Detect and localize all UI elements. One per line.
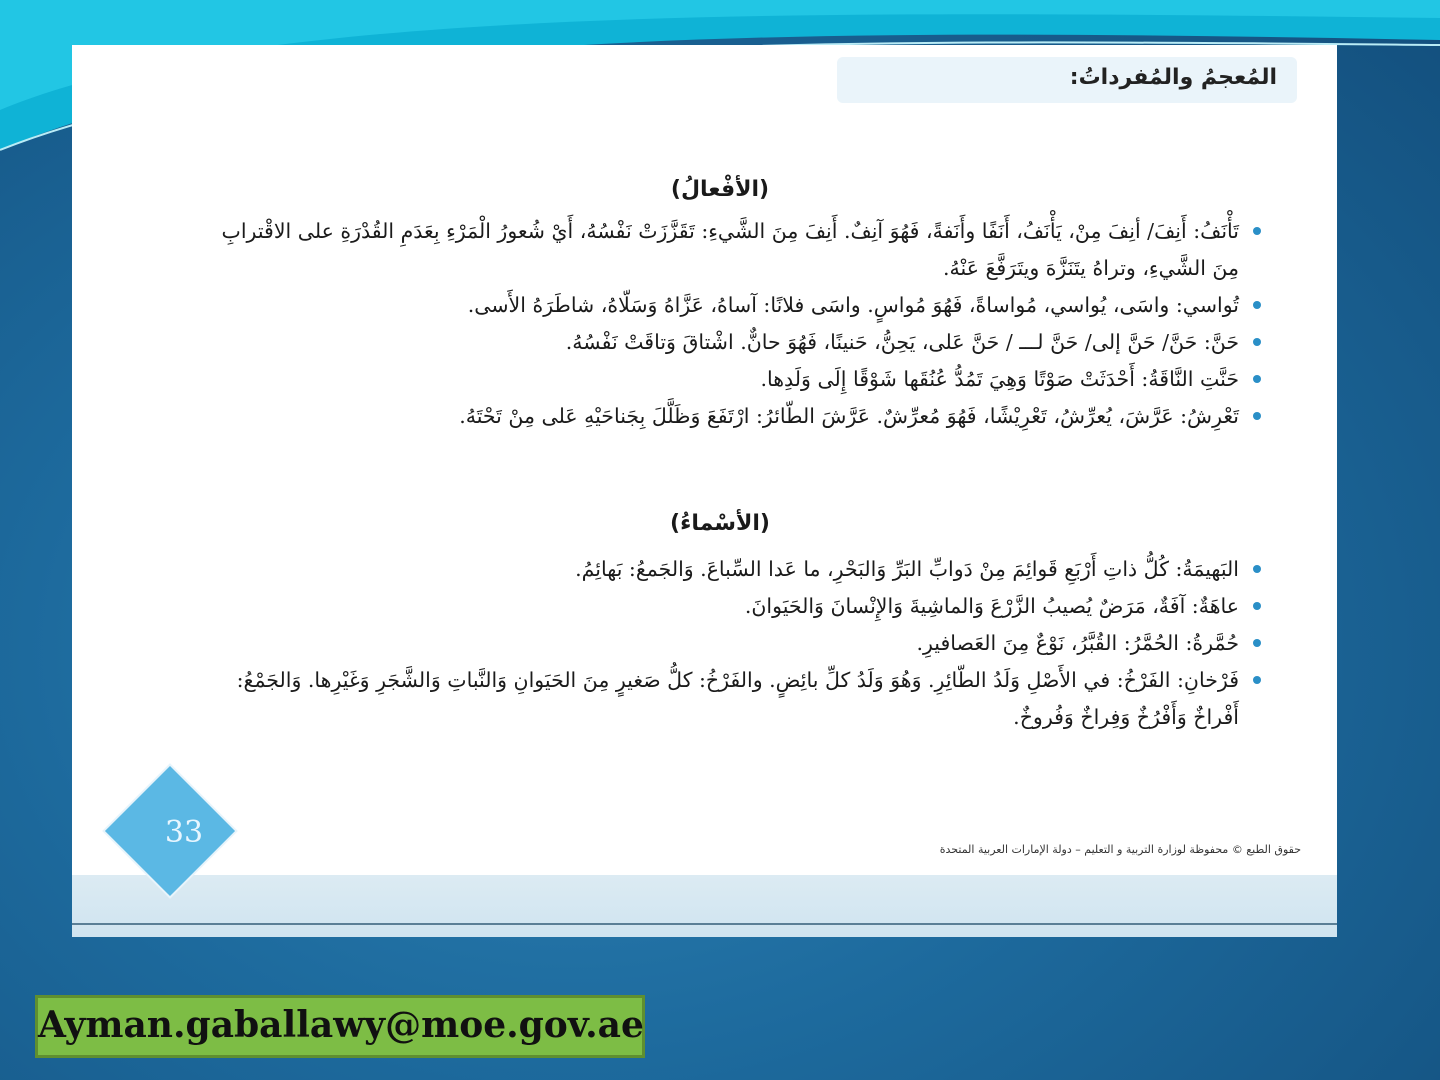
footer-divider bbox=[72, 923, 1337, 925]
nouns-heading: (الأسْماءُ) bbox=[670, 511, 770, 536]
copyright-notice: حقوق الطبع © محفوظة لوزارة التربية و التعليم – دولة الإمارات العربية المتحدة bbox=[939, 843, 1301, 856]
verbs-heading: (الأفْعالُ) bbox=[670, 177, 770, 202]
verb-entry: تَأْنَفُ: أَنِفَ/ أنِفَ مِنْ، يَأْنَفُ، أَنَفًا وأَنَفةً، فَهُوَ آنِفٌ. أَنِفَ مِنَ الشَّيءِ: تَقَزَّزَتْ نَفْسُهُ، أَيْ شُعورُ الْمَرْءِ بِعَدَمِ القُدْرَةِ على الاقْترابِ مِنَ الشَّيءِ، وتراهُ يتَنَزَّهَ ويتَرَفَّعَ عَنْهُ. bbox=[205, 213, 1265, 287]
noun-entry: البَهيمَةُ: كُلُّ ذاتِ أَرْبَعِ قَوائِمَ مِنْ دَوابِّ البَرِّ وَالبَحْرِ، ما عَدا السِّباعَ. وَالجَمعُ: بَهائِمُ. bbox=[205, 551, 1265, 588]
footer-band bbox=[72, 875, 1337, 937]
nouns-list bbox=[205, 551, 1265, 736]
textbook-page bbox=[72, 45, 1337, 937]
verb-entry: تُواسي: واسَى، يُواسي، مُواساةً، فَهُوَ مُواسٍ. واسَى فلانًا: آساهُ، عَزَّاهُ وَسَلّاهُ، شاطَرَهُ الأَسى. bbox=[205, 287, 1265, 324]
verb-entry: حَنَّ: حَنَّ/ حَنَّ إلى/ حَنَّ لـــ / حَنَّ عَلى، يَحِنُّ، حَنينًا، فَهُوَ حانٌّ. اشْتاقَ وَتاقَتْ نَفْسُهُ. bbox=[205, 324, 1265, 361]
author-email-box bbox=[35, 995, 645, 1058]
page-number: 33 bbox=[164, 815, 204, 850]
noun-entry: عاهَةٌ: آفَةٌ، مَرَضٌ يُصيبُ الزَّرْعَ وَالماشِيةَ وَالإِنْسانَ وَالحَيَوانَ. bbox=[205, 588, 1265, 625]
verb-entry: حَنَّتِ النَّاقَةُ: أَحْدَثَتْ صَوْتًا وَهِيَ تَمُدُّ عُنُقَها شَوْقًا إِلَى وَلَدِها. bbox=[205, 361, 1265, 398]
verb-entry: تَعْرِشُ: عَرَّشَ، يُعرِّشُ، تَعْرِيْشًا، فَهُوَ مُعرِّشٌ. عَرَّشَ الطّائرُ: ارْتَفَعَ وَظَلَّلَ بِجَناحَيْهِ عَلى مِنْ تَحْتَهُ. bbox=[205, 398, 1265, 435]
section-title: المُعجمُ والمُفرداتُ: bbox=[1069, 65, 1277, 90]
verbs-list bbox=[205, 213, 1265, 435]
author-email: Ayman.gaballawy@moe.gov.ae bbox=[38, 1004, 644, 1046]
noun-entry: حُمَّرةُ: الحُمَّرُ: القُبَّرُ، نَوْعٌ مِنَ العَصافيرِ. bbox=[205, 625, 1265, 662]
noun-entry: فَرْخانِ: الفَرْخُ: في الأَصْلِ وَلَدُ الطّائِرِ. وَهُوَ وَلَدُ كلِّ بائِضٍ. والفَرْخُ: كلُّ صَغيرٍ مِنَ الحَيَوانِ وَالنَّباتِ وَالشَّجَرِ وَغَيْرِها. وَالجَمْعُ: أَفْراخٌ وَأَفْرُخٌ وَفِراخٌ وَفُروخٌ. bbox=[205, 662, 1265, 736]
